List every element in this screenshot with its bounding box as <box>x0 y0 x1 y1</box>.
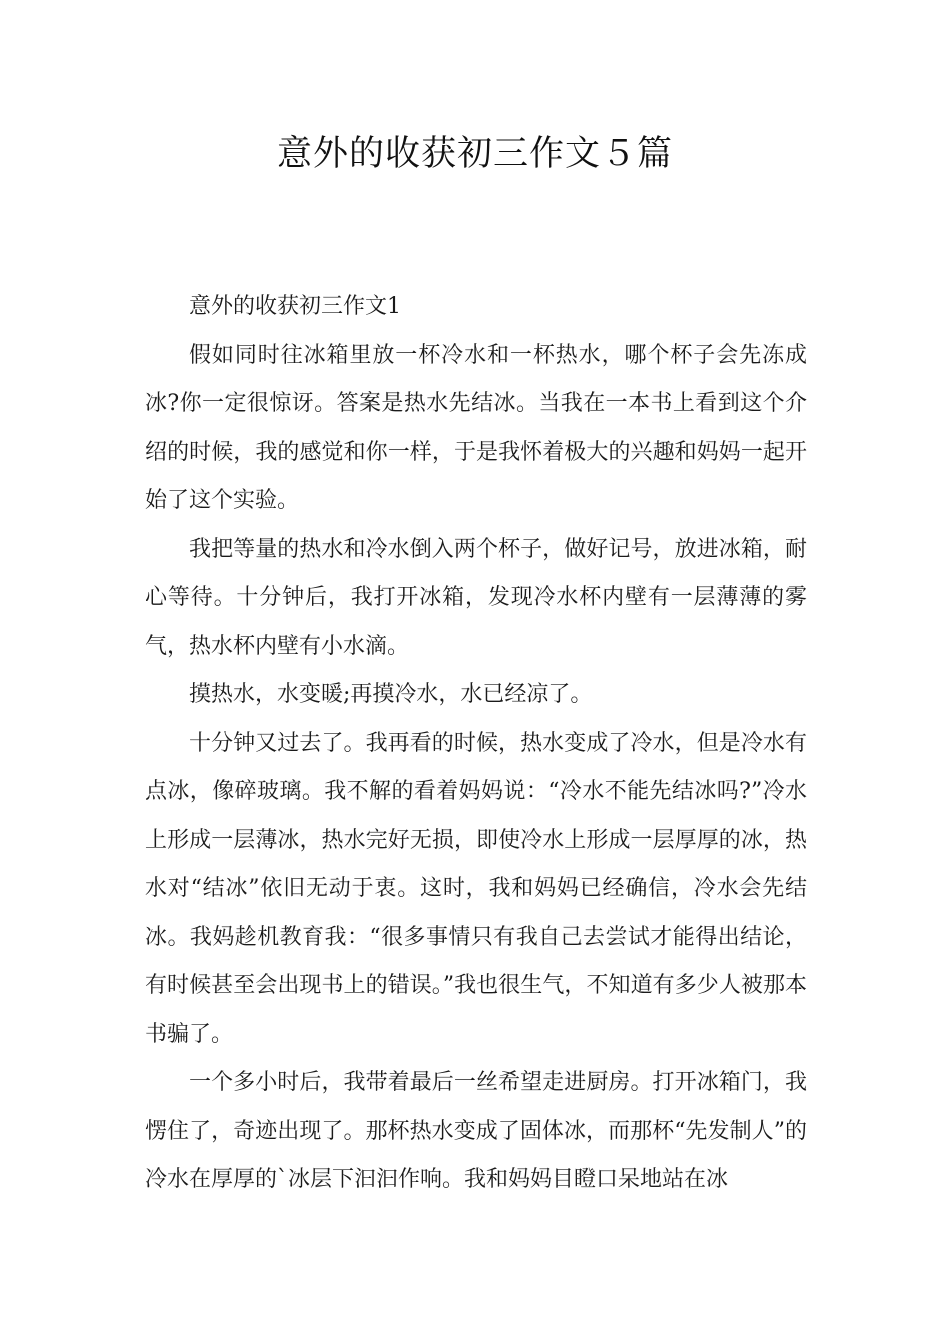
body-paragraph: 一个多小时后，我带着最后一丝希望走进厨房。打开冰箱门，我愣住了，奇迹出现了。那杯热水变成了固体冰，而那杯“先发制人”的冷水在厚厚的`冰层下汩汩作响。我和妈妈目瞪口呆地站在冰 <box>145 1070 807 1192</box>
document-body <box>145 283 807 1205</box>
body-paragraph: 摸热水，水变暖;再摸冷水，水已经凉了。 <box>189 682 593 707</box>
document-title: 意外的收获初三作文５篇 <box>276 134 673 174</box>
body-paragraph: 我把等量的热水和冷水倒入两个杯子，做好记号，放进冰箱，耐心等待。十分钟后，我打开冰箱，发现冷水杯内壁有一层薄薄的雾气，热水杯内壁有小水滴。 <box>145 536 807 659</box>
body-paragraph: 十分钟又过去了。我再看的时候，热水变成了冷水，但是冷水有点冰，像碎玻璃。我不解的看着妈妈说：“冷水不能先结冰吗?”冷水上形成一层薄冰，热水完好无损，即使冷水上形成一层厚厚的冰，热水对“结冰”依旧无动于衷。这时，我和妈妈已经确信，冷水会先结冰。我妈趁机教育我：“很多事情只有我自己去尝试才能得出结论，有时候甚至会出现书上的错误。”我也很生气，不知道有多少人被那本书骗了。 <box>145 730 807 1047</box>
body-paragraph: 假如同时往冰箱里放一杯冷水和一杯热水，哪个杯子会先冻成冰?你一定很惊讶。答案是热水先结冰。当我在一本书上看到这个介绍的时候，我的感觉和你一样，于是我怀着极大的兴趣和妈妈一起开始了这个实验。 <box>145 342 807 513</box>
section-heading: 意外的收获初三作文1 <box>189 294 401 319</box>
